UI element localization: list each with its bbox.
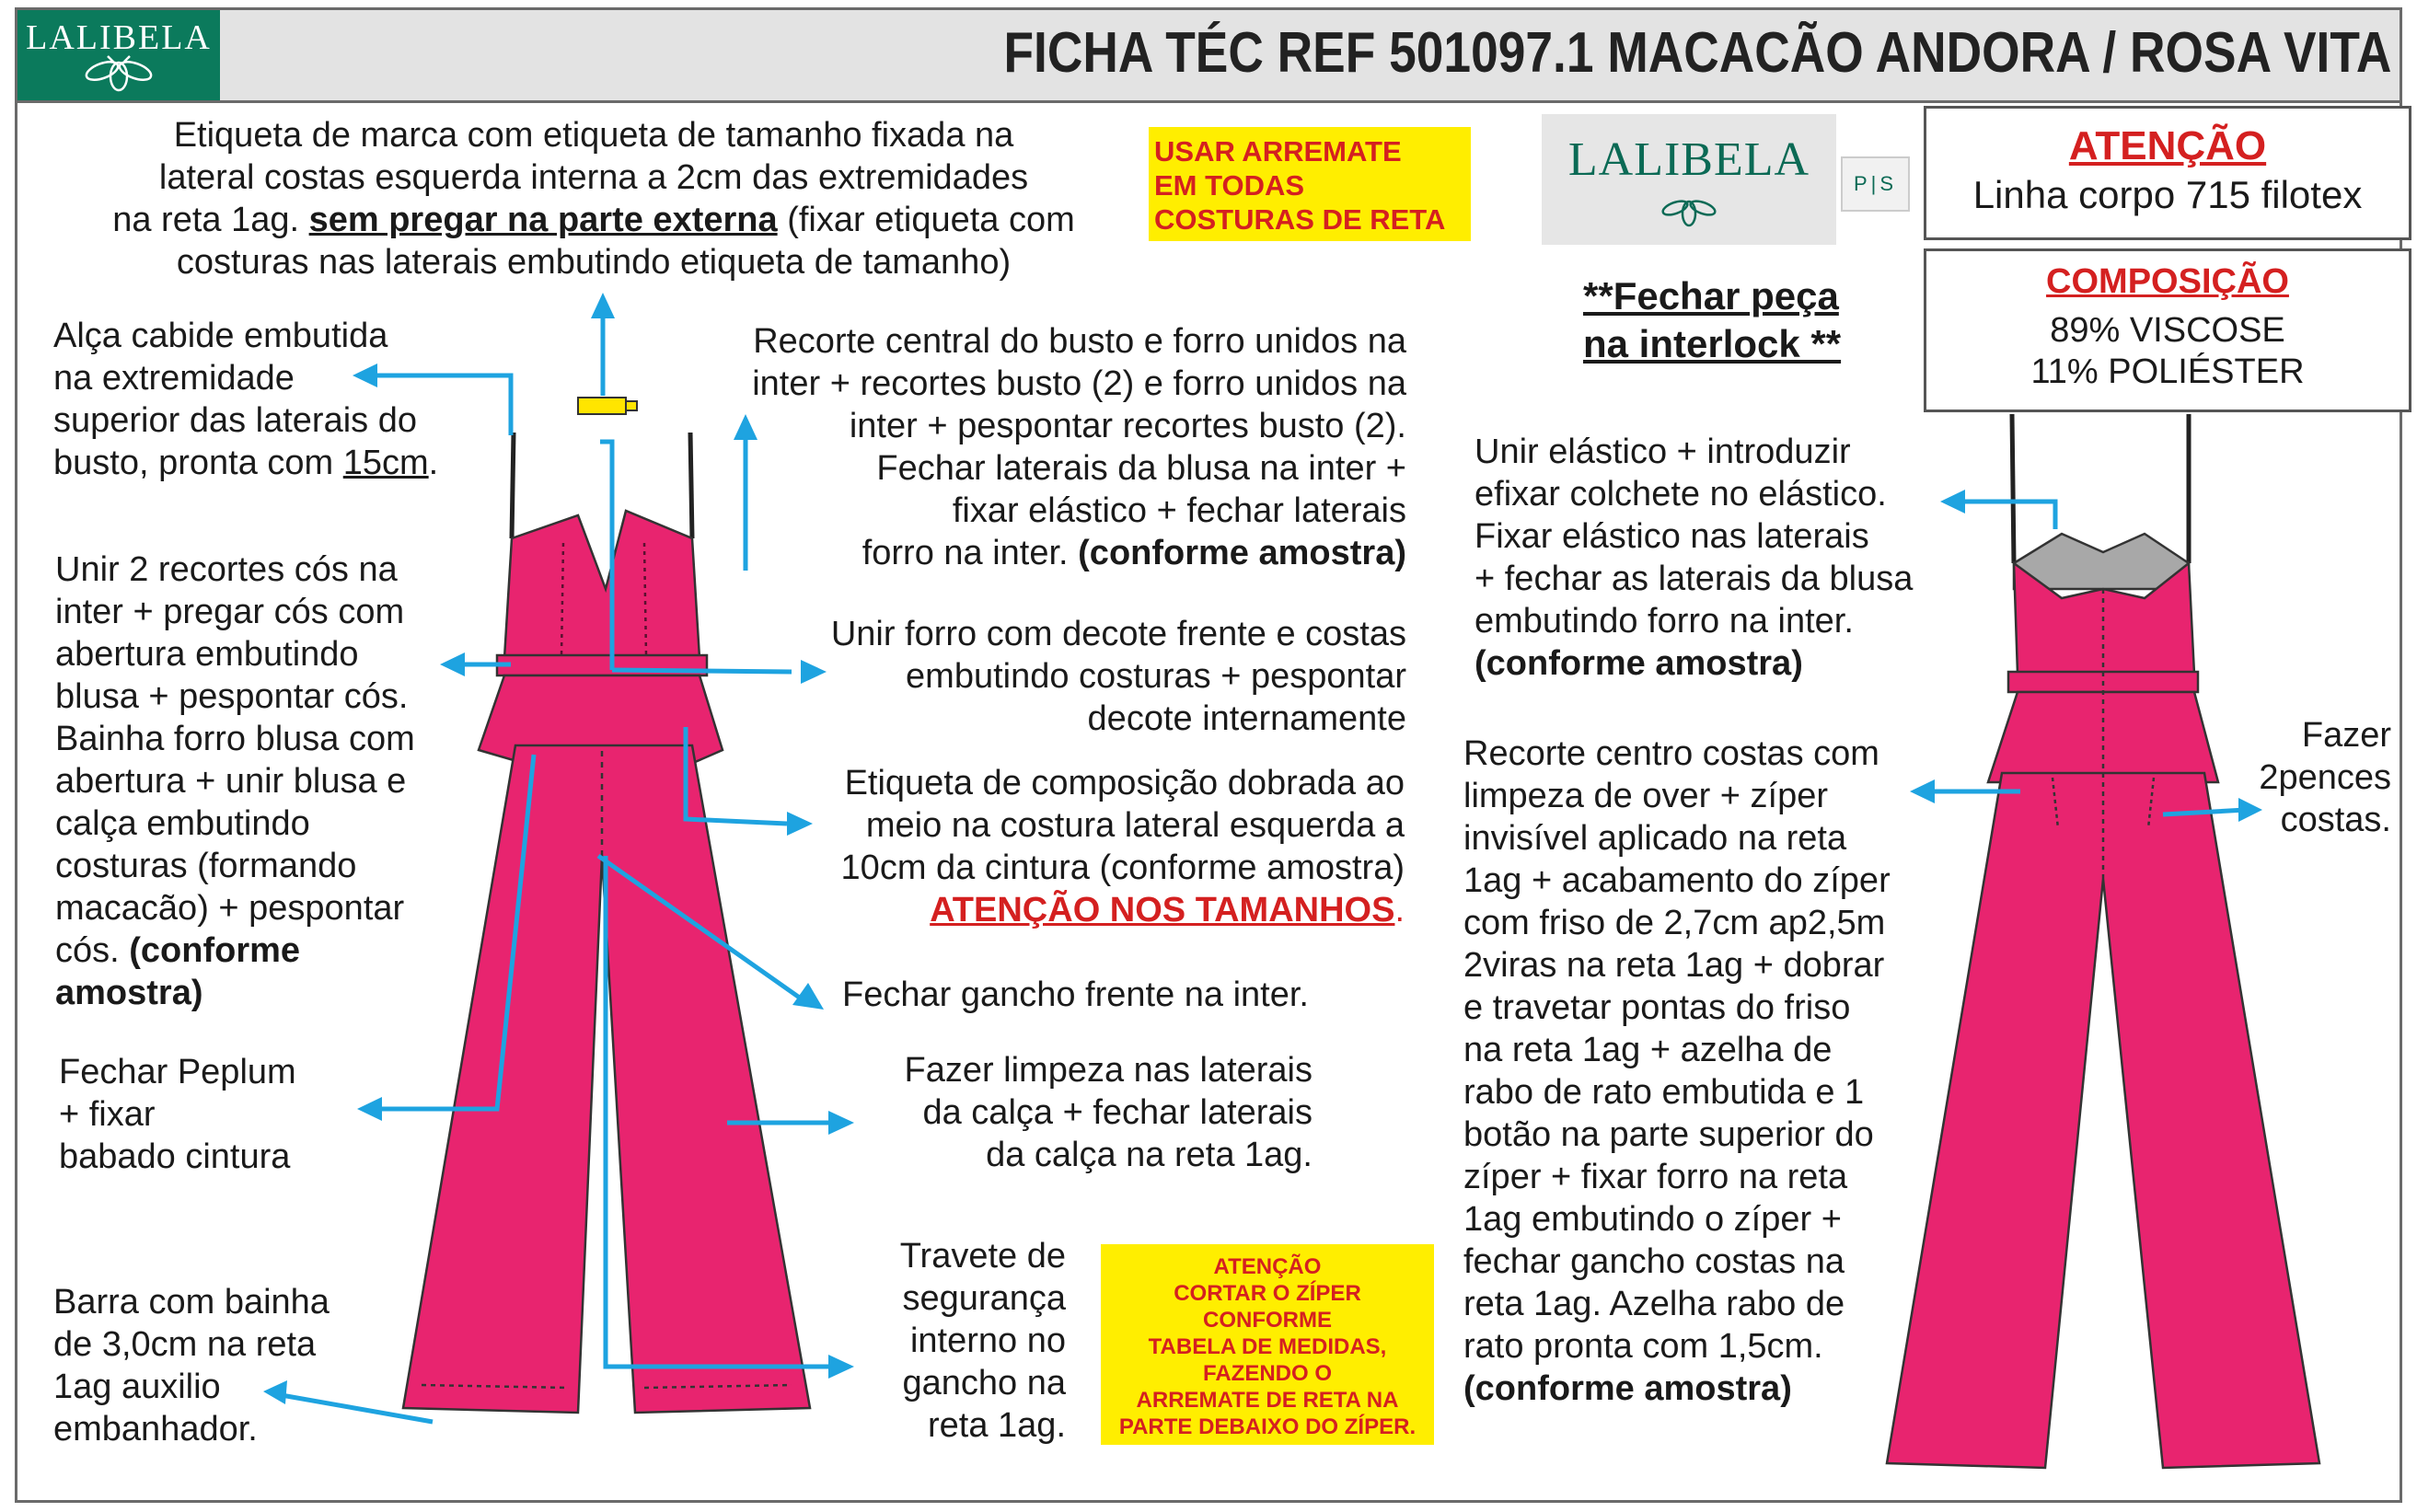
note-pants-sides: Fazer limpeza nas laterais da calça + fechar laterais da calça na reta 1ag. <box>904 1051 1313 1174</box>
brand-logo: LALIBELA <box>17 10 220 100</box>
note-peplum: Fechar Peplum + fixar babado cintura <box>59 1053 296 1176</box>
page-title: FICHA TÉC REF 501097.1 MACACÃO ANDORA / ROSA VITA <box>1003 21 2391 85</box>
note-bust: Recorte central do busto e forro unidos na inter + recortes busto (2) e forro unidos na inter + pespontar recortes busto (2). Fechar laterais da blusa na inter + fixar elástico + fechar laterais forro na inter. (conforme amostra) <box>752 322 1406 572</box>
note-waistband: Unir 2 recortes cós na inter + pregar cós com abertura embutindo blusa + pespontar cós. Bainha forro blusa com abertura + unir blusa e calça embutindo costuras (formando macacão) + pespontar cós. (conforme amostra) <box>55 550 415 1012</box>
composition-panel: COMPOSIÇÃO 89% VISCOSE 11% POLIÉSTER <box>1924 248 2411 412</box>
ps-mark: P|S <box>1841 156 1910 212</box>
note-brand-label: Etiqueta de marca com etiqueta de tamanho fixada na lateral costas esquerda interna a 2cm das extremidades na reta 1ag. sem pregar na parte externa (fixar etiqueta com costuras nas laterais embutindo etiqueta de tamanho) <box>112 116 1075 282</box>
note-bartack: Travete de segurança interno no gancho na reta 1ag. <box>899 1237 1066 1445</box>
attention-panel: ATENÇÃO Linha corpo 715 filotex <box>1924 106 2411 240</box>
arremate-warning: USAR ARREMATE EM TODAS COSTURAS DE RETA <box>1149 127 1471 241</box>
brand-logo-secondary: LALIBELA <box>1542 114 1836 245</box>
note-composition-label: Etiqueta de composição dobrada ao meio na costura lateral esquerda a 10cm da cintura (conforme amostra) ATENÇÃO NOS TAMANHOS. <box>840 764 1405 929</box>
bee-icon <box>1542 114 1836 245</box>
zipper-warning: ATENÇÃO CORTAR O ZÍPER CONFORME TABELA DE MEDIDAS, FAZENDO O ARREMATE DE RETA NA PARTE DEBAIXO DO ZÍPER. <box>1101 1244 1434 1445</box>
note-darts: Fazer 2pences costas. <box>2259 716 2391 839</box>
note-interlock: **Fechar peça na interlock ** <box>1583 274 1842 365</box>
note-front-crotch: Fechar gancho frente na inter. <box>842 975 1309 1014</box>
back-garment <box>1887 414 2319 1468</box>
note-lining: Unir forro com decote frente e costas embutindo costuras + pespontar decote internamente <box>830 615 1406 738</box>
note-back-center: Recorte centro costas com limpeza de over + zíper invisível aplicado na reta 1ag + acabamento do zíper com friso de 2,7cm ap2,5m 2viras na reta 1ag + dobrar e travetar pontas do friso na reta 1ag + azelha de rabo de rato embutida e 1 botão na parte superior do zíper + fixar forro na reta 1ag embutindo o zíper + fechar gancho costas na reta 1ag. Azelha rabo de rato pronta com 1,5cm. (conforme amostra) <box>1463 734 1891 1408</box>
note-hem: Barra com bainha de 3,0cm na reta 1ag auxilio embanhador. <box>53 1283 330 1449</box>
note-elastic: Unir elástico + introduzir efixar colchete no elástico. Fixar elástico nas laterais + fechar as laterais da blusa embutindo forro na inter. (conforme amostra) <box>1474 433 1914 683</box>
label-tag-icon <box>578 398 637 414</box>
note-hanger-loop: Alça cabide embutida na extremidade superior das laterais do busto, pronta com 15cm. <box>53 317 439 482</box>
